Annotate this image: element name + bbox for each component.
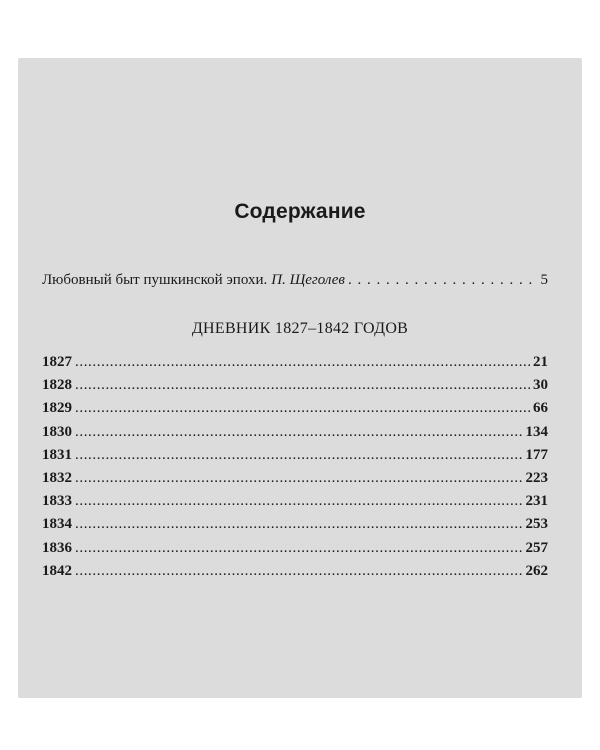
dot-leader [75, 516, 523, 533]
entry-year: 1830 [42, 423, 72, 440]
toc-entry [42, 493, 548, 516]
dot-leader [75, 400, 530, 417]
entry-page-number: 177 [525, 446, 548, 463]
dot-leader [75, 540, 523, 557]
entry-page-number: 66 [533, 400, 548, 417]
dot-leader [75, 424, 523, 441]
toc-title: Содержание [234, 200, 366, 223]
entry-year: 1831 [42, 446, 72, 463]
dot-leader [348, 272, 538, 289]
toc-entry [42, 424, 548, 447]
entry-year: 1833 [42, 493, 72, 510]
dot-leader [75, 563, 523, 580]
entry-page-number: 223 [525, 469, 548, 486]
dot-leader [75, 493, 523, 510]
toc-entry [42, 447, 548, 470]
entry-year: 1842 [42, 562, 72, 579]
toc-intro-entry [42, 272, 548, 289]
toc-entry-list [42, 354, 548, 586]
dot-leader [75, 470, 523, 487]
entry-page-number: 134 [525, 423, 548, 440]
intro-title: Любовный быт пушкинской эпохи. [42, 272, 268, 288]
dot-leader [75, 447, 523, 464]
entry-year: 1828 [42, 377, 72, 394]
intro-author: П. Щеголев [271, 272, 345, 288]
toc-entry [42, 400, 548, 423]
section-heading: ДНЕВНИК 1827–1842 ГОДОВ [191, 320, 409, 337]
intro-page-number: 5 [540, 272, 548, 288]
entry-page-number: 257 [525, 539, 548, 556]
toc-entry [42, 516, 548, 539]
entry-year: 1834 [42, 516, 72, 533]
entry-page-number: 253 [525, 516, 548, 533]
dot-leader [75, 377, 530, 394]
entry-page-number: 21 [533, 354, 548, 370]
toc-entry [42, 470, 548, 493]
entry-page-number: 30 [533, 377, 548, 394]
entry-year: 1832 [42, 469, 72, 486]
toc-entry [42, 377, 548, 400]
entry-page-number: 231 [525, 493, 548, 510]
toc-entry [42, 354, 548, 377]
entry-year: 1827 [42, 354, 72, 370]
toc-entry [42, 540, 548, 563]
entry-page-number: 262 [525, 562, 548, 579]
entry-year: 1836 [42, 539, 72, 556]
entry-year: 1829 [42, 400, 72, 417]
dot-leader [75, 354, 530, 371]
toc-entry [42, 563, 548, 586]
